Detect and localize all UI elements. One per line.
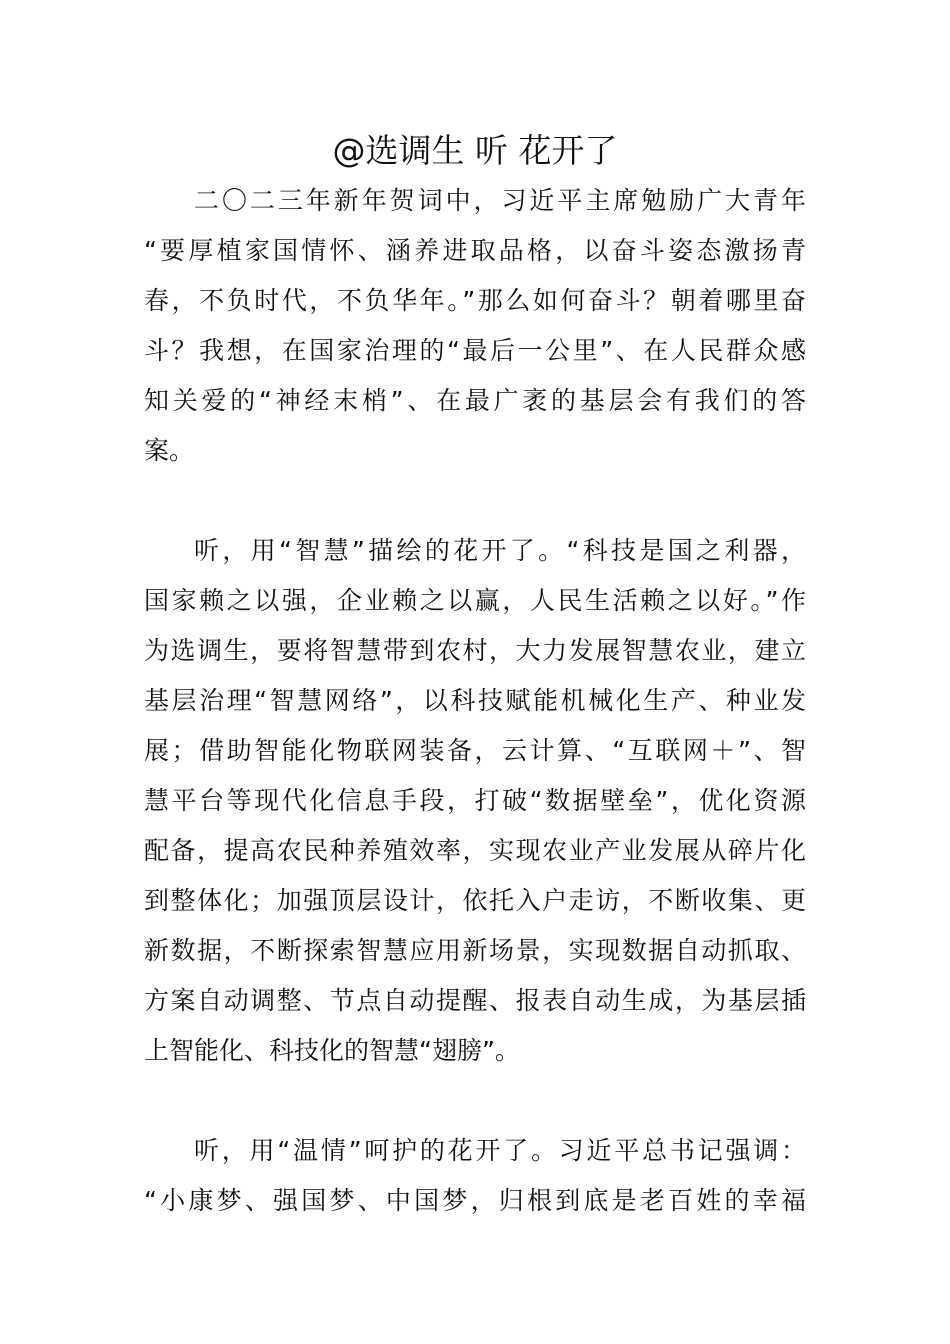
text-line: 方案自动调整、节点自动提醒、报表自动生成，为基层插 <box>144 986 806 1015</box>
text-line: “小康梦、强国梦、中国梦，归根到底是老百姓的幸福 <box>144 1186 806 1215</box>
text-line: 二〇二三年新年贺词中，习近平主席勉励广大青年 <box>194 186 806 215</box>
text-line: 国家赖之以强，企业赖之以赢，人民生活赖之以好。”作 <box>144 586 806 615</box>
text-line: 案。 <box>144 436 195 465</box>
text-line: “要厚植家国情怀、涵养进取品格，以奋斗姿态激扬青 <box>144 236 806 265</box>
document-title: @选调生 听 花开了 <box>332 131 618 170</box>
paragraph-2 <box>144 526 806 1076</box>
text-line: 斗？我想，在国家治理的“最后一公里”、在人民群众感 <box>144 336 806 365</box>
paragraph-spacer <box>144 476 806 526</box>
document-body <box>144 176 806 1226</box>
text-line: 听，用“智慧”描绘的花开了。“科技是国之利器， <box>194 536 806 565</box>
text-line: 展；借助智能化物联网装备，云计算、“互联网＋”、智 <box>144 736 806 765</box>
text-line: 上智能化、科技化的智慧“翅膀”。 <box>144 1036 520 1065</box>
text-line: 春，不负时代，不负华年。”那么如何奋斗？朝着哪里奋 <box>144 286 806 315</box>
text-line: 听，用“温情”呵护的花开了。习近平总书记强调： <box>194 1136 806 1165</box>
text-line: 配备，提高农民种养殖效率，实现农业产业发展从碎片化 <box>144 836 806 865</box>
paragraph-spacer <box>144 1076 806 1126</box>
text-line: 基层治理“智慧网络”，以科技赋能机械化生产、种业发 <box>144 686 806 715</box>
text-line: 新数据，不断探索智慧应用新场景，实现数据自动抓取、 <box>144 936 806 965</box>
text-line: 知关爱的“神经末梢”、在最广袤的基层会有我们的答 <box>144 386 806 415</box>
text-line: 到整体化；加强顶层设计，依托入户走访，不断收集、更 <box>144 886 806 915</box>
text-line: 为选调生，要将智慧带到农村，大力发展智慧农业，建立 <box>144 636 806 665</box>
paragraph-1 <box>144 176 806 476</box>
paragraph-3 <box>144 1126 806 1226</box>
text-line: 慧平台等现代化信息手段，打破“数据壁垒”，优化资源 <box>144 786 806 815</box>
